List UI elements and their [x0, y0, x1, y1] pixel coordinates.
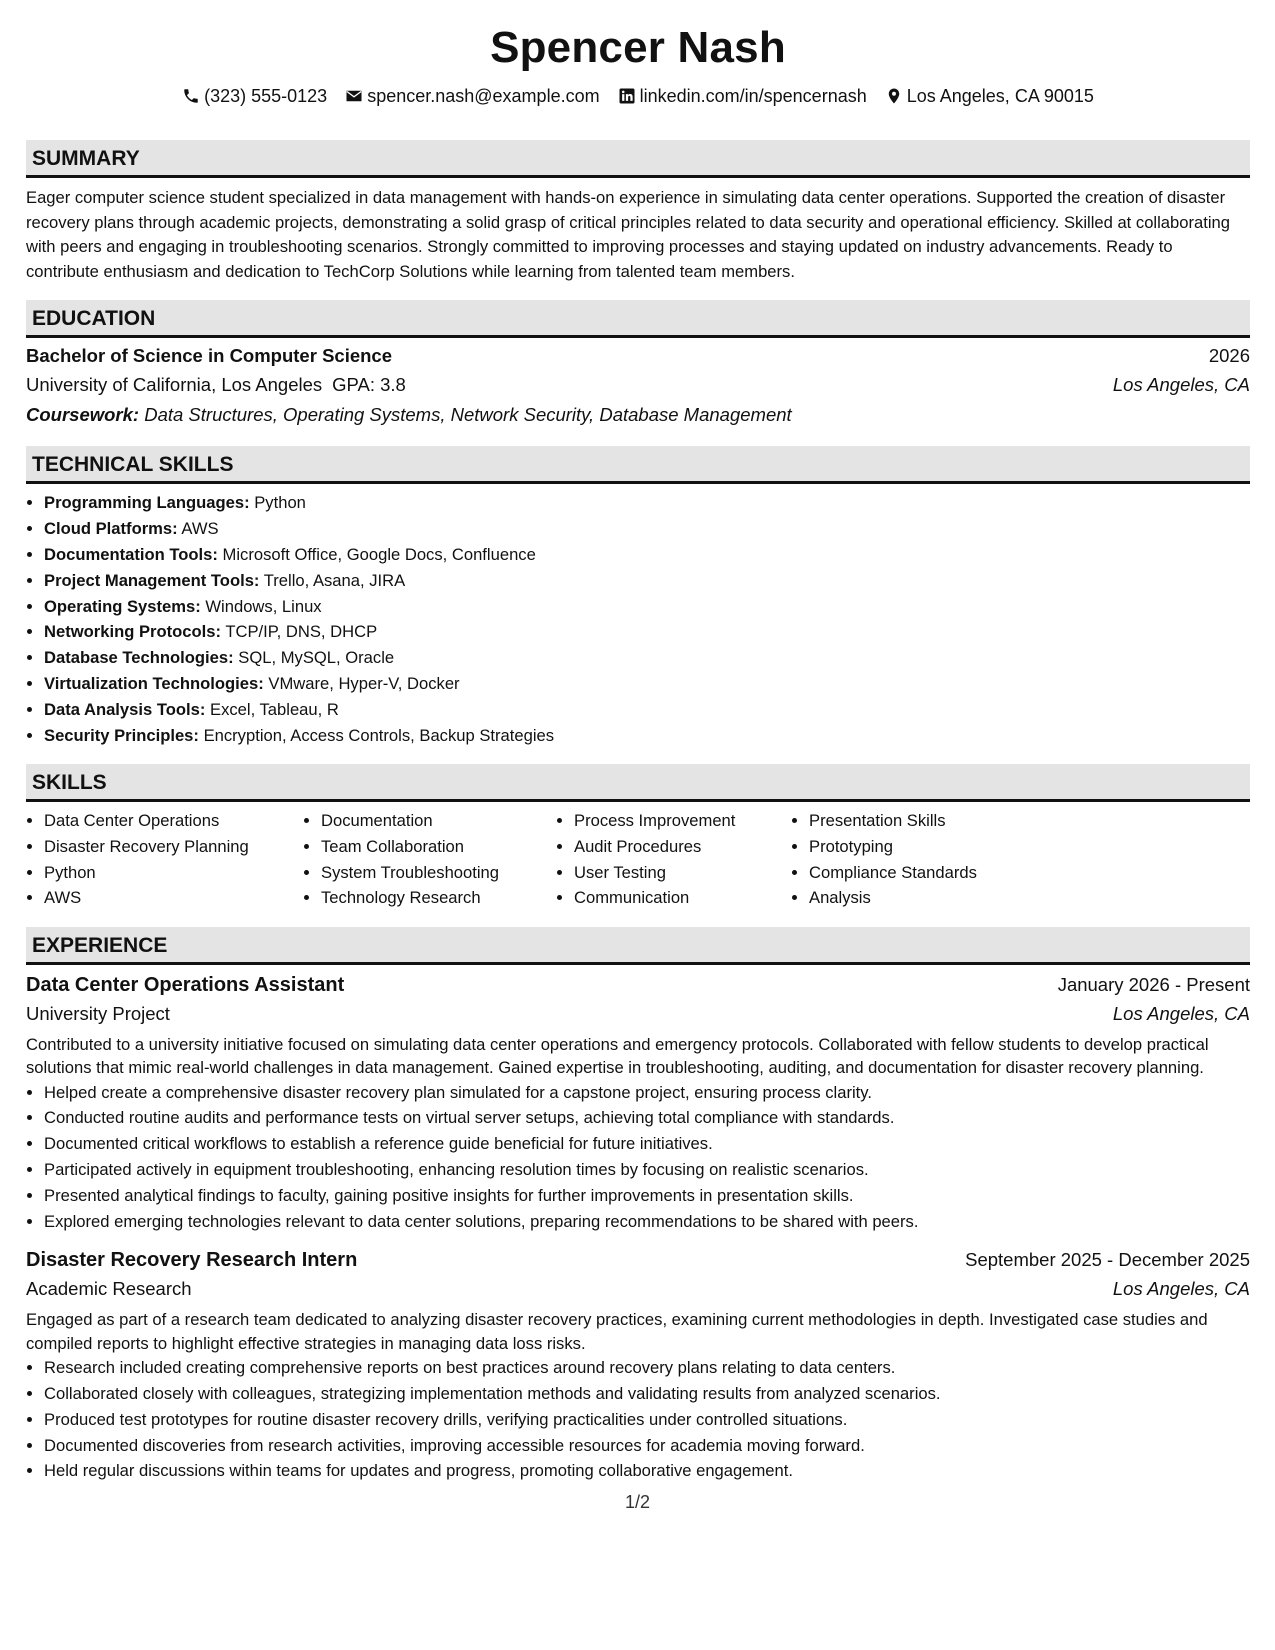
list-item: • System Troubleshooting — [321, 860, 556, 886]
list-item: • Presentation Skills — [809, 808, 1089, 834]
school-line — [26, 370, 406, 400]
list-item: • Documented discoveries from research activities, improving accessible resources for academia moving forward. — [44, 1433, 1250, 1459]
list-item: • Produced test prototypes for routine disaster recovery drills, verifying practicalities under controlled situations. — [44, 1407, 1250, 1433]
coursework-label: Coursework: — [26, 404, 140, 426]
list-item: • Analysis — [809, 885, 1089, 911]
skill-label: Networking Protocols: — [44, 622, 222, 642]
skill-value: Encryption, Access Controls, Backup Strategies — [203, 725, 555, 745]
list-item — [44, 490, 1250, 516]
job-location: Los Angeles, CA — [1112, 1278, 1250, 1300]
summary-text: Eager computer science student specialized in data management with hands-on experience in simulating data center operations. Supported the creation of disaster recovery plans through academic projects, demonstrating a solid grasp of critical principles related to data security and operational efficiency. Skilled at collaborating with peers and engaging in troubleshooting scenarios. Strongly committed to improving processes and staying updated on industry advancements. Ready to contribute enthusiasm and dedication to TechCorp Solutions while learning from talented team members. — [26, 188, 1230, 281]
candidate-name: Spencer Nash — [490, 23, 786, 72]
list-item: • Communication — [574, 885, 791, 911]
skill-label: Security Principles: — [44, 725, 199, 745]
job-bullets — [26, 1080, 1250, 1235]
education-entry — [26, 342, 1250, 430]
job-title: Data Center Operations Assistant — [26, 973, 345, 996]
list-item: • Documentation — [321, 808, 556, 834]
skill-label: Data Analysis Tools: — [44, 699, 206, 719]
contact-bar — [26, 84, 1250, 108]
list-item: • Technology Research — [321, 885, 556, 911]
list-item — [44, 516, 1250, 542]
email-text[interactable]: spencer.nash@example.com — [367, 86, 600, 106]
skill-label: Database Technologies: — [44, 648, 234, 668]
skill-value: Microsoft Office, Google Docs, Confluence — [222, 544, 536, 564]
job-bullets — [26, 1355, 1250, 1484]
experience-heading: EXPERIENCE — [26, 927, 1250, 965]
job-description: Contributed to a university initiative focused on simulating data center operations and emergency protocols. Collaborated with fellow students to develop practical solutions that mimic real-world challenges in data management. Gained expertise in troubleshooting, auditing, and documentation for disaster recovery planning. — [26, 1034, 1209, 1078]
skill-value: Windows, Linux — [205, 596, 322, 616]
skill-label: Project Management Tools: — [44, 570, 260, 590]
list-item — [44, 723, 1250, 749]
linkedin-icon — [618, 87, 636, 105]
list-item — [44, 542, 1250, 568]
coursework-list: Data Structures, Operating Systems, Network Security, Database Management — [144, 404, 792, 426]
list-item — [44, 645, 1250, 671]
job-description: Engaged as part of a research team dedicated to analyzing disaster recovery practices, examining current methodologies in depth. Investigated case studies and compiled reports to highlight effective strategies in managing data loss risks. — [26, 1310, 1208, 1353]
contact-linkedin[interactable] — [618, 84, 867, 108]
skills-grid — [26, 808, 1250, 910]
phone-icon — [182, 87, 200, 105]
list-item — [44, 619, 1250, 645]
list-item: • Data Center Operations — [44, 808, 303, 834]
linkedin-text[interactable]: linkedin.com/in/spencernash — [639, 86, 867, 106]
list-item: • Disaster Recovery Planning — [44, 834, 303, 860]
skill-label: Operating Systems: — [44, 596, 201, 616]
list-item: • Explored emerging technologies relevant to data center solutions, preparing recommendations to be shared with peers. — [44, 1209, 1250, 1235]
list-item: • Process Improvement — [574, 808, 791, 834]
skills-column-3 — [556, 808, 791, 910]
list-item: • Collaborated closely with colleagues, strategizing implementation methods and validating results from analyzed scenarios. — [44, 1381, 1250, 1407]
list-item: • Python — [44, 860, 303, 886]
skill-label: Cloud Platforms: — [44, 519, 178, 539]
list-item: • AWS — [44, 885, 303, 911]
job-date: January 2026 - Present — [1057, 973, 1250, 995]
list-item — [44, 568, 1250, 594]
list-item — [44, 594, 1250, 620]
list-item — [44, 697, 1250, 723]
skill-value: Python — [254, 493, 306, 513]
skills-column-1 — [26, 808, 303, 910]
list-item: • Presented analytical findings to faculty, gaining positive insights for further improvements in presentation skills. — [44, 1183, 1250, 1209]
contact-location — [885, 84, 1094, 108]
technical-skills-list — [26, 490, 1250, 748]
job-organization: Academic Research — [26, 1278, 192, 1300]
experience-entry-1 — [26, 971, 1250, 1235]
skill-label: Virtualization Technologies: — [44, 673, 264, 693]
envelope-icon — [345, 87, 363, 105]
gpa: GPA: 3.8 — [332, 374, 406, 396]
list-item: • Helped create a comprehensive disaster recovery plan simulated for a capstone project, ensuring process clarity. — [44, 1080, 1250, 1106]
resume-page — [26, 22, 1250, 1484]
technical-skills-heading: TECHNICAL SKILLS — [26, 446, 1250, 484]
skills-column-4 — [791, 808, 1089, 910]
school-name: University of California, Los Angeles — [26, 374, 323, 396]
job-date: September 2025 - December 2025 — [965, 1249, 1250, 1271]
job-organization: University Project — [26, 1002, 170, 1024]
job-title: Disaster Recovery Research Intern — [26, 1249, 358, 1272]
list-item: • Audit Procedures — [574, 834, 791, 860]
school-location: Los Angeles, CA — [1112, 374, 1250, 396]
page-number: 1/2 — [624, 1492, 651, 1512]
list-item: • Compliance Standards — [809, 860, 1089, 886]
job-location: Los Angeles, CA — [1112, 1002, 1250, 1024]
skill-value: Excel, Tableau, R — [210, 699, 339, 719]
phone-text: (323) 555-0123 — [204, 86, 328, 106]
list-item: • Documented critical workflows to establish a reference guide beneficial for future initiatives. — [44, 1131, 1250, 1157]
skills-column-2 — [303, 808, 556, 910]
list-item: • Prototyping — [809, 834, 1089, 860]
summary-heading: SUMMARY — [26, 140, 1250, 178]
contact-email[interactable] — [345, 84, 599, 108]
skill-value: AWS — [181, 519, 219, 539]
list-item: • Research included creating comprehensive reports on best practices around recovery plans relating to data centers. — [44, 1355, 1250, 1381]
skill-label: Documentation Tools: — [44, 544, 218, 564]
graduation-date: 2026 — [1208, 345, 1250, 367]
list-item: • User Testing — [574, 860, 791, 886]
degree: Bachelor of Science in Computer Science — [26, 345, 392, 367]
map-pin-icon — [885, 87, 903, 105]
skill-value: SQL, MySQL, Oracle — [238, 648, 395, 668]
contact-phone — [182, 84, 327, 108]
skills-heading: SKILLS — [26, 764, 1250, 802]
experience-entry-2 — [26, 1246, 1250, 1484]
coursework-line — [26, 400, 1250, 430]
education-heading: EDUCATION — [26, 300, 1250, 338]
list-item: • Team Collaboration — [321, 834, 556, 860]
skill-value: TCP/IP, DNS, DHCP — [225, 622, 378, 642]
list-item: • Conducted routine audits and performance tests on virtual server setups, achieving total compliance with standards. — [44, 1105, 1250, 1131]
location-text: Los Angeles, CA 90015 — [906, 86, 1094, 106]
list-item — [44, 671, 1250, 697]
skill-label: Programming Languages: — [44, 493, 250, 513]
list-item: • Participated actively in equipment troubleshooting, enhancing resolution times by focusing on realistic scenarios. — [44, 1157, 1250, 1183]
list-item: • Held regular discussions within teams for updates and progress, promoting collaborative engagement. — [44, 1458, 1250, 1484]
skill-value: Trello, Asana, JIRA — [263, 570, 406, 590]
skill-value: VMware, Hyper-V, Docker — [268, 673, 460, 693]
